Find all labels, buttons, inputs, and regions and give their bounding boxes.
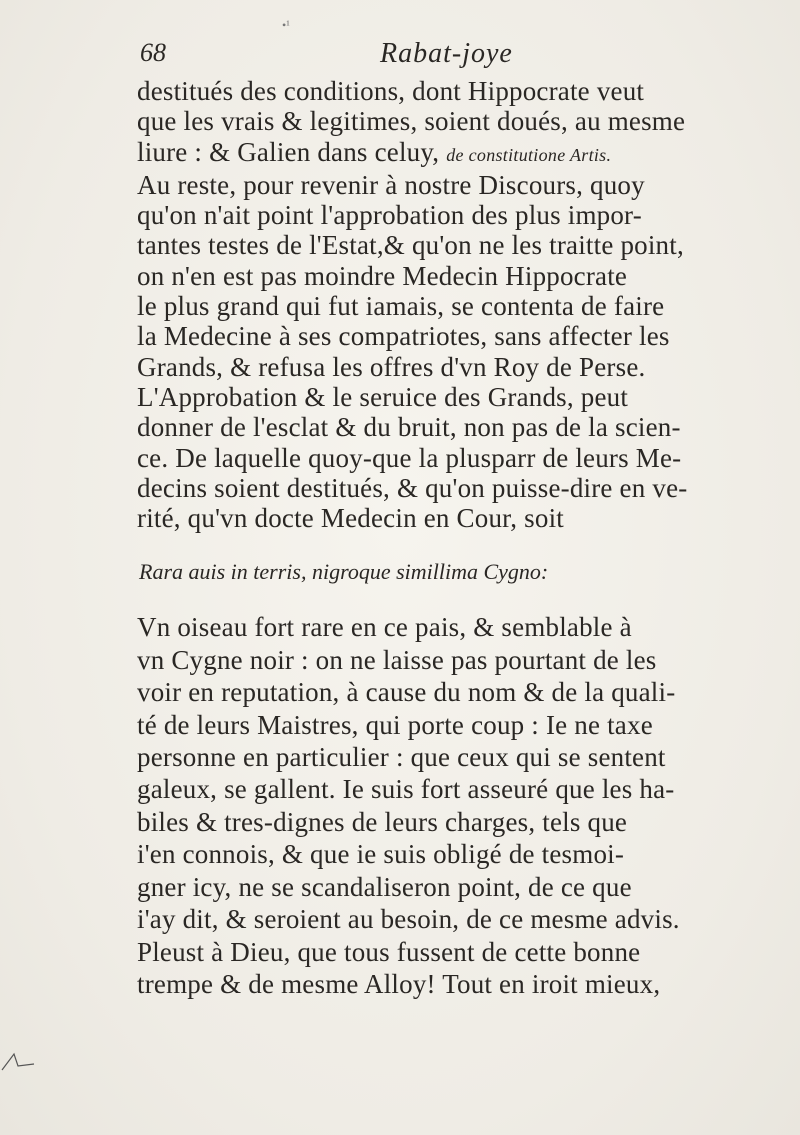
text-line: decins soient destitués, & qu'on puisse-dire en ve- — [137, 472, 688, 503]
text-line: le plus grand qui fut iamais, se contenta de faire — [137, 291, 665, 322]
text-line: on n'en est pas moindre Medecin Hippocrate — [137, 260, 628, 291]
text-line: L'Approbation & le seruice des Grands, peut — [137, 381, 629, 412]
page-header — [140, 38, 700, 78]
printer-mark: •¹ — [282, 18, 290, 32]
text-line: Pleust à Dieu, que tous fussent de cette bonne — [137, 936, 641, 967]
text-line: rité, qu'vn docte Medecin en Cour, soit — [137, 503, 564, 534]
text-line: la Medecine à ses compatriotes, sans affecter les — [137, 321, 670, 352]
text-line: biles & tres-dignes de leurs charges, tels que — [137, 806, 628, 837]
text-line: tantes testes de l'Estat,& qu'on ne les traitte point, — [137, 230, 684, 261]
text-line: voir en reputation, à cause du nom & de la quali- — [137, 677, 676, 708]
text-line: té de leurs Maistres, qui porte coup : Ie ne taxe — [137, 709, 653, 740]
paragraph-1 — [137, 76, 707, 533]
text-line: gner icy, ne se scandaliseron point, de ce que — [137, 871, 632, 902]
latin-citation: de constitutione Artis. — [446, 144, 612, 165]
text-line: vn Cygne noir : on ne laisse pas pourtant de les — [137, 644, 657, 675]
text-line: destitués des conditions, dont Hippocrate veut — [137, 76, 645, 106]
text-line: Vn oiseau fort rare en ce pais, & semblable à — [137, 612, 632, 643]
text-line: trempe & de mesme Alloy! Tout en iroit mieux, — [137, 968, 661, 999]
text-line: ce. De laquelle quoy-que la plusparr de leurs Me- — [137, 442, 682, 473]
text-line: Grands, & refusa les offres d'vn Roy de Perse. — [137, 351, 646, 382]
text-line: que les vrais & legitimes, soient doués, au mesme — [137, 106, 686, 137]
text-line: personne en particulier : que ceux qui se sentent — [137, 742, 666, 773]
text-line: qu'on n'ait point l'approbation des plus impor- — [137, 200, 642, 231]
text-line: Au reste, pour revenir à nostre Discours, quoy — [137, 169, 645, 200]
text-line-roman: liure : & Galien dans celuy, — [137, 136, 440, 167]
paragraph-2 — [137, 611, 707, 1000]
latin-quote: Rara auis in terris, nigroque simillima Cygno: — [139, 559, 549, 585]
corner-scratch-mark — [0, 1044, 40, 1074]
text-line: i'ay dit, & seroient au besoin, de ce mesme advis. — [137, 904, 680, 935]
body-text — [137, 76, 707, 1000]
text-line: galeux, se gallent. Ie suis fort asseuré que les ha- — [137, 774, 675, 805]
running-title: Rabat-joye — [380, 38, 513, 69]
text-line: i'en connois, & que ie suis obligé de tesmoi- — [137, 839, 625, 870]
text-line — [137, 137, 707, 170]
text-line: donner de l'esclat & du bruit, non pas de la scien- — [137, 412, 681, 443]
page-number: 68 — [140, 38, 166, 67]
